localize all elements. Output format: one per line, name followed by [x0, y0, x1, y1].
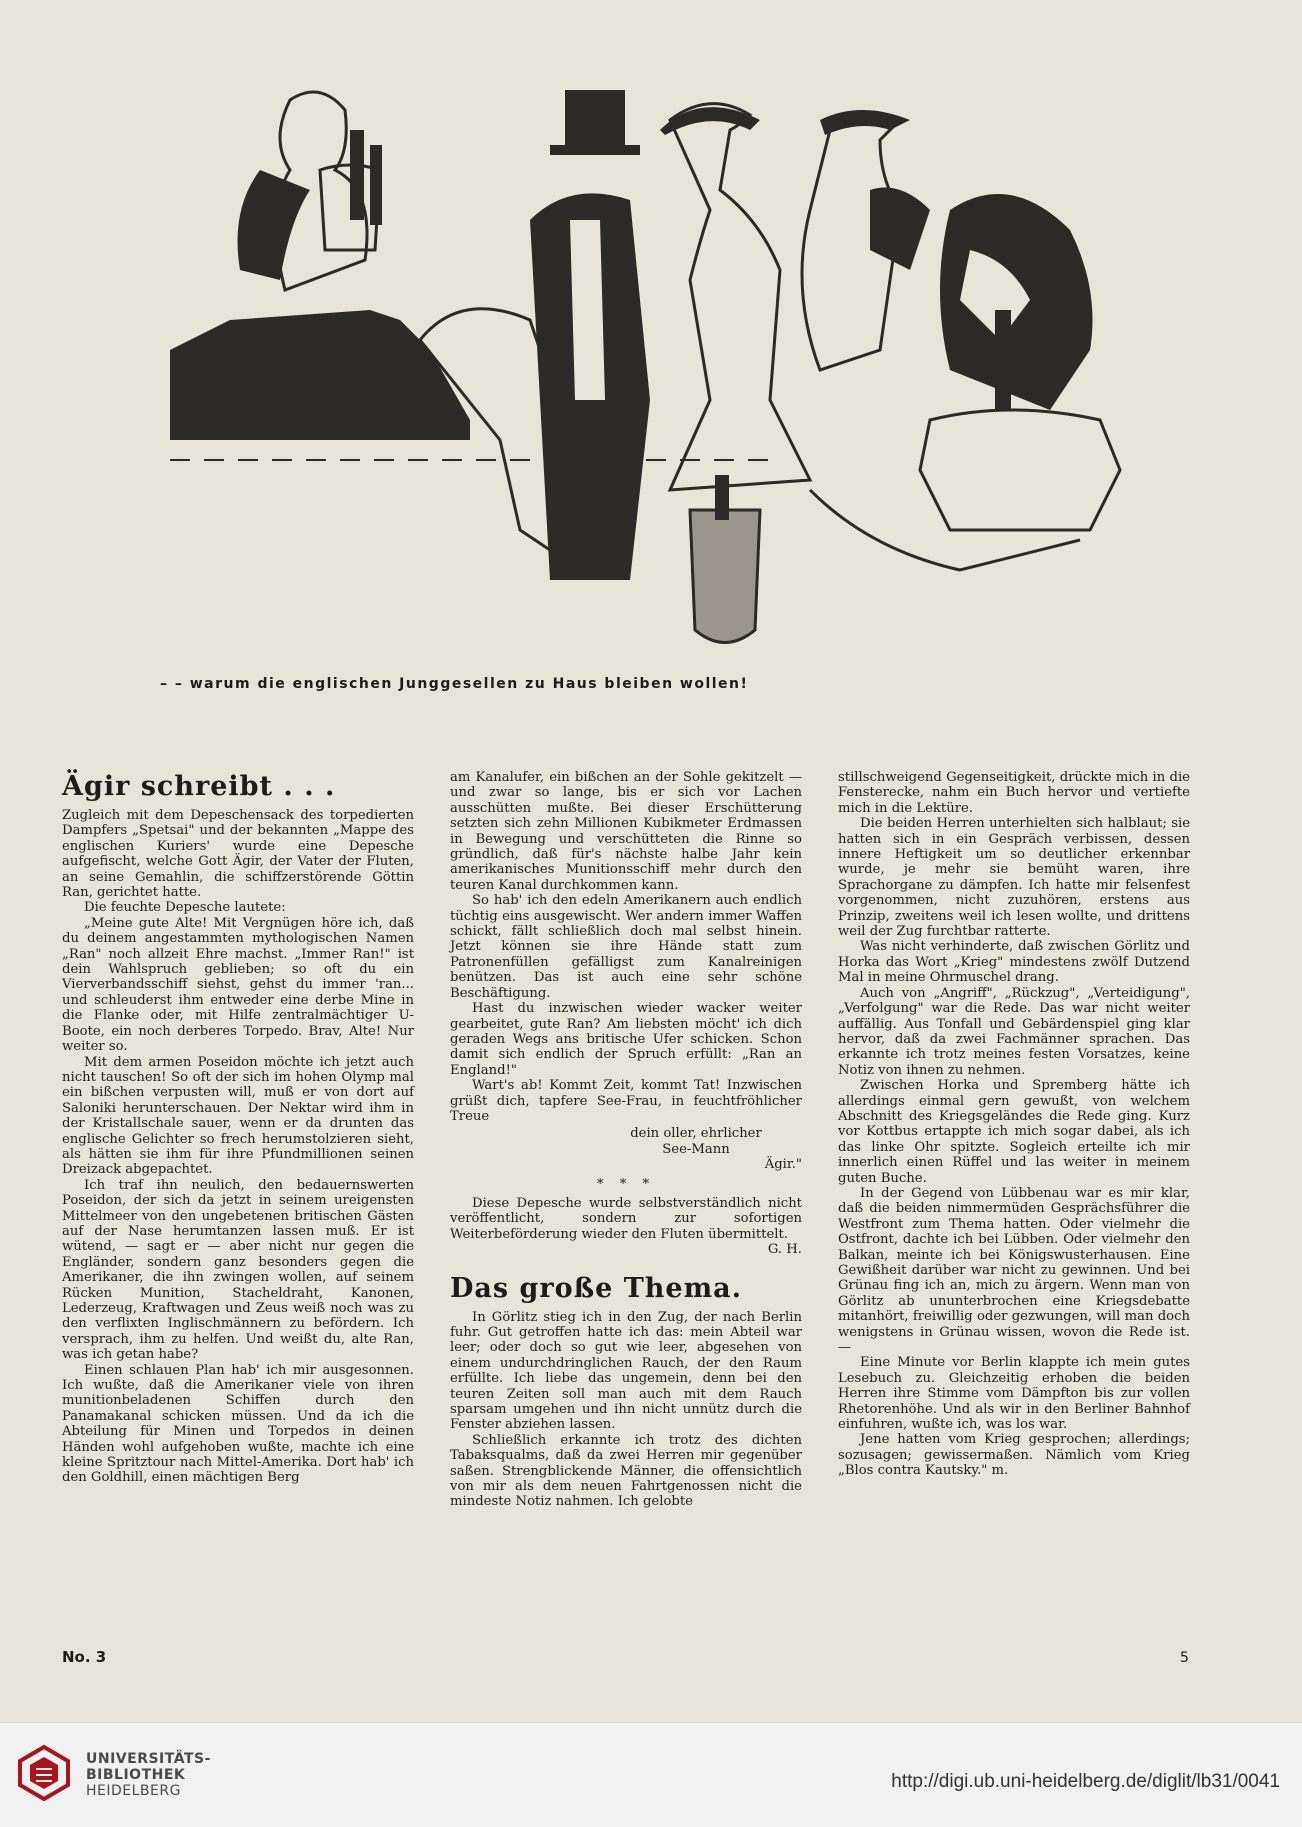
paragraph: So hab' ich den edeln Amerikanern auch endlich tüchtig eins ausgewischt. Wer andern immer Waffen schickt, fällt schließlich doch mal selbst hinein. Jetzt können sie ihre Hände statt zum Patronenfüllen gefälligst zum Kanalreinigen benützen. Das ist auch eine sehr schöne Beschäftigung.: [450, 893, 802, 1001]
paragraph: Mit dem armen Poseidon möchte ich jetzt auch nicht tauschen! So oft der sich im hohen Olymp mal ein bißchen verpusten will, muß er von dort auf Saloniki herunterschauen. Der Nektar wird ihm in der Kristallschale sauer, wenn er da drunten das englische Gelichter so frech herumstolzieren sieht, als hätten sie ihm für ihre Pfundmillionen seinen Dreizack abgepachtet.: [62, 1054, 414, 1178]
paragraph: Die beiden Herren unterhielten sich halblaut; sie hatten sich in ein Gespräch verbissen, dessen innere Heftigkeit um so deutlicher erkennbar wurde, je mehr sie bemüht waren, ihre Sprachorgane zu dämpfen. Ich hatte mir felsenfest vorgenommen, nicht zuzuhören, erstens aus Prinzip, zweitens weil ich lesen wollte, und drittens weil der Zug furchtbar ratterte.: [838, 816, 1190, 940]
library-name-line: BIBLIOTHEK: [86, 1767, 186, 1783]
paragraph: In Görlitz stieg ich in den Zug, der nach Berlin fuhr. Gut getroffen hatte ich das: mein Abteil war leer; oder doch so gut wie leer, abgesehen von einem undurchdringlichen Rauch, der den Raum erfüllte. Ich liebe das ungemein, denn bei den teuren Zeiten soll man auch mit dem Rauch sparsam umgehen und ihn nicht unnütz durch die Fenster abziehen lassen.: [450, 1309, 802, 1433]
permalink-url[interactable]: http://digi.ub.uni-heidelberg.de/diglit/lb31/0041: [891, 1771, 1280, 1792]
signature-block: [450, 1126, 802, 1172]
paragraph: Zugleich mit dem Depeschensack des torpedierten Dampfers „Spetsai" und der bekannten „Mappe des englischen Kuriers' wurde eine Depesche aufgefischt, welche Gott Ägir, der Vater der Fluten, an seine Gemahlin, die schiffzerstörende Göttin Ran, gerichtet hatte.: [62, 808, 414, 901]
section-stars: * * *: [596, 1176, 656, 1192]
paragraph: am Kanalufer, ein bißchen an der Sohle gekitzelt — und zwar so lange, bis er sich vor Lachen ausschütten mußte. Bei dieser Erschütterung setzten sich zehn Millionen Kubikmeter Erdmassen in Bewegung und verschütteten die Rinne so gründlich, daß für's nächste halbe Jahr kein amerikanisches Munitionsschiff mehr durch den teuren Kanal durchkommen kann.: [450, 770, 802, 893]
library-name-line: UNIVERSITÄTS-: [86, 1751, 211, 1767]
paragraph: Ich traf ihn neulich, den bedauernswerten Poseidon, der sich da jetzt in seinem ureigensten Mittelmeer von den ungebetenen britischen Gästen auf der Nase herumtanzen lassen muß. Er ist wütend, — sagt er — aber nicht nur gegen die Engländer, sondern ganz besonders gegen die Amerikaner, die ihn zwingen wollen, auf seinem Rücken Munition, Stacheldraht, Kanonen, Lederzeug, Kraftwagen und Zeus weiß noch was zu den verflixten Inglischmännern zu befördern. Ich versprach, ihm zu helfen. Und weißt du, alte Ran, was ich getan habe?: [62, 1177, 414, 1363]
signature-line: See-Mann: [662, 1141, 730, 1157]
illustration-caption: – – warum die englischen Junggesellen zu Haus bleiben wollen!: [160, 676, 749, 692]
paragraph: Jene hatten vom Krieg gesprochen; allerdings; sozusagen; gewissermaßen. Nämlich vom Krieg „Blos contra Kautsky." m.: [838, 1432, 1190, 1479]
paragraph: Diese Depesche wurde selbstverständlich nicht veröffentlicht, sondern zur sofortigen Weiterbeförderung wieder den Fluten übermittelt.: [450, 1195, 802, 1242]
column-2: [450, 770, 802, 1510]
paragraph: Eine Minute vor Berlin klappte ich mein gutes Lesebuch zu. Gleichzeitig erhoben die beiden Herren ihre Stimme vom Dämpfton bis zur vollen Rhetorenhöhe. Und als wir in den Berliner Bahnhof einfuhren, wußte ich, was los war.: [838, 1355, 1190, 1433]
paragraph: Wart's ab! Kommt Zeit, kommt Tat! Inzwischen grüßt dich, tapfere See-Frau, in feuchtfröhlicher Treue: [450, 1078, 802, 1124]
illustration-party-scene: [170, 20, 1170, 755]
paragraph: Schließlich erkannte ich trotz des dichten Tabaksqualms, daß da zwei Herren mir gegenüber saßen. Strengblickende Männer, die offensichtlich von mir als dem neuen Fahrtgenossen nicht die mindeste Notiz nahmen. Ich gelobte: [450, 1432, 802, 1510]
issue-number: No. 3: [62, 1648, 107, 1666]
paragraph: stillschweigend Gegenseitigkeit, drückte mich in die Fensterecke, nahm ein Buch hervor und vertiefte mich in die Lektüre.: [838, 770, 1190, 816]
paragraph: Einen schlauen Plan hab' ich mir ausgesonnen. Ich wußte, daß die Amerikaner viele von ihren munitionbeladenen Schiffen durch den Panamakanal schicken müssen. Und da ich die Abteilung für Minen und Torpedos in deinen Händen wohl aufgehoben wußte, machte ich eine kleine Spritztour nach Mittel-Amerika. Dort hab' ich den Goldhill, einen mächtigen Berg: [62, 1362, 414, 1486]
paragraph: Zwischen Horka und Spremberg hätte ich allerdings einmal gern gewußt, von welchem Abschnitt des Kriegsgeländes die Rede ging. Kurz vor Kottbus ertappte ich mich sogar dabei, als ich das linke Ohr spitzte. Sogleich erteilte ich mir innerlich einen Rüffel und las weiter in meinem guten Buche.: [838, 1078, 1190, 1186]
signature-line: Ägir.": [764, 1157, 802, 1173]
paragraph: Auch von „Angriff", „Rückzug", „Verteidigung", „Verfolgung" war die Rede. Das war nicht weiter auffällig. Aus Tonfall und Gebärdenspiel ging klar hervor, daß da zwei Fachmänner sprachen. Das erkannte ich trotz meines festen Vorsatzes, keine Notiz von ihnen zu nehmen.: [838, 985, 1190, 1078]
author-initials: G. H.: [767, 1242, 802, 1258]
paragraph: Hast du inzwischen wieder wacker weiter gearbeitet, gute Ran? Am liebsten möcht' ich dich geraden Wegs ans britische Ufer schicken. Schon damit sich endlich der Spruch erfüllt: „Ran an England!": [450, 1001, 802, 1078]
column-1: [62, 770, 414, 1486]
paragraph: „Meine gute Alte! Mit Vergnügen höre ich, daß du deinem angestammten mythologischen Namen „Ran" noch allzeit Ehre machst. „Immer Ran!" ist dein Wahlspruch geblieben; so oft du ein Vierverbandsschiff siehst, gehst du immer 'ran... und schleuderst ihm entweder eine derbe Mine in die Flanke oder, mit Hilfe zentralmächtiger U-Boote, ein noch derberes Torpedo. Brav, Alte! Nur weiter so.: [62, 915, 414, 1055]
paragraph: Die feuchte Depesche lautete:: [84, 900, 286, 916]
paragraph: In der Gegend von Lübbenau war es mir klar, daß die beiden nimmermüden Gesprächsführer die Westfront zum Thema hatten. Oder vielmehr die Ostfront, dachte ich bei Lübben. Oder vielmehr den Balkan, meinte ich bei Königswusterhausen. Eine Gewißheit darüber war nicht zu gewinnen. Und bei Grünau fing ich an, mich zu ärgern. Wenn man von Görlitz ab ununterbrochen eine Kriegsdebatte mitanhört, freiwillig oder gezwungen, will man doch wenigstens in Grünau wissen, wovon die Rede ist. —: [838, 1185, 1190, 1356]
illustration-drawing: [170, 20, 1170, 755]
library-footer-bar: [0, 1722, 1302, 1827]
column-3: [838, 770, 1190, 1479]
library-name-line: HEIDELBERG: [86, 1783, 181, 1799]
library-name[interactable]: [86, 1751, 211, 1799]
university-seal-icon[interactable]: [14, 1743, 74, 1803]
signature-line: dein oller, ehrlicher: [630, 1126, 762, 1142]
article-heading-aegir: Ägir schreibt . . .: [62, 771, 336, 802]
page-number: 5: [1180, 1650, 1189, 1666]
paragraph: Was nicht verhinderte, daß zwischen Görlitz und Horka das Wort „Krieg" mindestens zwölf Dutzend Mal in meine Ohrmuschel drang.: [838, 939, 1190, 986]
article-heading-thema: Das große Thema.: [450, 1272, 743, 1304]
